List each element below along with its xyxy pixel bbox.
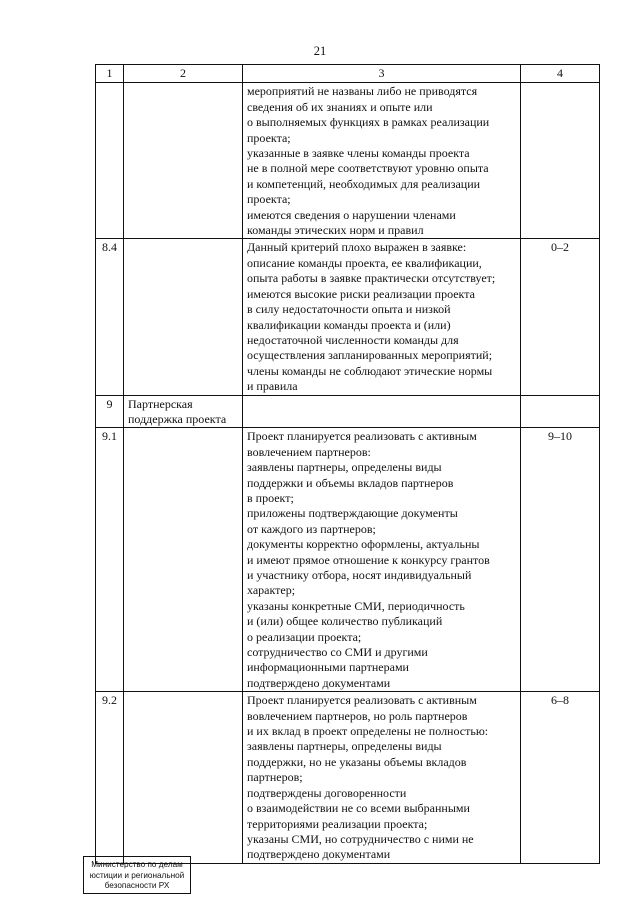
- criterion-name: [124, 395, 243, 428]
- description-line: проекта;: [247, 130, 291, 145]
- criterion-name: [124, 83, 243, 239]
- criterion-name-line: Партнерская: [128, 396, 193, 411]
- table-row: [96, 395, 600, 428]
- criterion-number: 9.2: [96, 692, 124, 863]
- table-row: [96, 239, 600, 395]
- description-line: Данный критерий плохо выражен в заявке:: [247, 240, 467, 255]
- ministry-stamp: [83, 856, 191, 894]
- criterion-description: [243, 239, 521, 395]
- stamp-line: юстиции и региональной: [89, 870, 185, 880]
- criterion-number: 8.4: [96, 239, 124, 395]
- description-line: описание команды проекта, ее квалификации,: [247, 255, 482, 270]
- description-line: вовлечением партнеров:: [247, 444, 371, 459]
- description-line: информационными партнерами: [247, 660, 409, 675]
- description-line: Проект планируется реализовать с активным: [247, 693, 477, 708]
- score-range: [521, 395, 600, 428]
- description-line: проекта;: [247, 192, 291, 207]
- score-range: 6–8: [521, 692, 600, 863]
- column-header: 1: [96, 65, 124, 83]
- description-line: характер;: [247, 583, 296, 598]
- description-line: указанные в заявке члены команды проекта: [247, 146, 470, 161]
- description-line: мероприятий не названы либо не приводятся: [247, 84, 478, 99]
- description-line: и (или) общее количество публикаций: [247, 614, 443, 629]
- score-range: [521, 83, 600, 239]
- description-line: имеются сведения о нарушении членами: [247, 207, 456, 222]
- table-row: [96, 428, 600, 692]
- description-line: территориями реализации проекта;: [247, 816, 428, 831]
- criterion-name-line: поддержка проекта: [128, 411, 227, 426]
- description-line: и правила: [247, 379, 298, 394]
- criterion-name: [124, 428, 243, 692]
- page-number: 21: [313, 44, 327, 58]
- description-line: и участнику отбора, носят индивидуальный: [247, 568, 472, 582]
- description-line: заявлены партнеры, определены виды: [247, 739, 442, 754]
- description-line: недостаточной численности команды для: [247, 332, 459, 347]
- score-range: 0–2: [521, 239, 600, 395]
- description-line: сведения об их знаниях и опыте или: [247, 99, 433, 114]
- description-line: вовлечением партнеров, но роль партнеров: [247, 708, 468, 723]
- description-line: о выполняемых функциях в рамках реализации: [247, 115, 490, 130]
- criterion-description: [243, 395, 521, 428]
- description-line: о взаимодействии не со всеми выбранными: [247, 801, 470, 816]
- description-line: опыта работы в заявке практически отсутствует;: [247, 271, 496, 286]
- column-header: 4: [521, 65, 600, 83]
- description-line: подтверждено документами: [247, 675, 391, 690]
- table-header-row: [96, 65, 600, 83]
- description-line: от каждого из партнеров;: [247, 521, 376, 536]
- description-line: о реализации проекта;: [247, 629, 362, 644]
- stamp-line: безопасности РХ: [104, 881, 170, 890]
- description-line: осуществления запланированных мероприятий;: [247, 348, 493, 363]
- description-line: партнеров;: [247, 770, 303, 785]
- description-line: заявлены партнеры, определены виды: [247, 460, 442, 475]
- criterion-name: [124, 692, 243, 863]
- description-line: документы корректно оформлены, актуальны: [247, 537, 480, 552]
- description-line: сотрудничество со СМИ и другими: [247, 645, 428, 660]
- criterion-number: 9.1: [96, 428, 124, 692]
- description-line: в силу недостаточности опыта и низкой: [247, 302, 451, 317]
- criteria-table: [95, 64, 600, 864]
- description-line: в проект;: [247, 490, 294, 505]
- description-line: квалификации команды проекта и (или): [247, 317, 451, 332]
- description-line: поддержки, но не указаны объемы вкладов: [247, 754, 467, 769]
- table-row: [96, 83, 600, 239]
- description-line: приложены подтверждающие документы: [247, 506, 458, 521]
- description-line: указаны СМИ, но сотрудничество с ними не: [247, 831, 474, 846]
- criterion-number: [96, 83, 124, 239]
- description-line: Проект планируется реализовать с активным: [247, 429, 477, 444]
- criterion-description: [243, 692, 521, 863]
- stamp-line: Министерство по делам: [91, 860, 183, 869]
- criterion-description: [243, 83, 521, 239]
- description-line: поддержки и объемы вкладов партнеров: [247, 475, 454, 490]
- description-line: и компетенций, необходимых для реализации: [247, 176, 481, 191]
- score-range: 9–10: [521, 428, 600, 692]
- description-line: команды этических норм и правил: [247, 223, 424, 238]
- table-row: [96, 692, 600, 863]
- description-line: и имеют прямое отношение к конкурсу грантов: [247, 552, 490, 567]
- description-line: не в полной мере соответствуют уровню опыта: [247, 161, 489, 176]
- criterion-name: [124, 239, 243, 395]
- criterion-description: [243, 428, 521, 692]
- description-line: члены команды не соблюдают этические нормы: [247, 363, 493, 378]
- description-line: имеются высокие риски реализации проекта: [247, 286, 475, 301]
- description-line: и их вклад в проект определены не полностью:: [247, 724, 489, 739]
- column-header: 3: [243, 65, 521, 83]
- description-line: указаны конкретные СМИ, периодичность: [247, 598, 465, 613]
- criterion-number: 9: [96, 395, 124, 428]
- description-line: подтверждено документами: [247, 847, 391, 862]
- column-header: 2: [124, 65, 243, 83]
- description-line: подтверждены договоренности: [247, 785, 407, 800]
